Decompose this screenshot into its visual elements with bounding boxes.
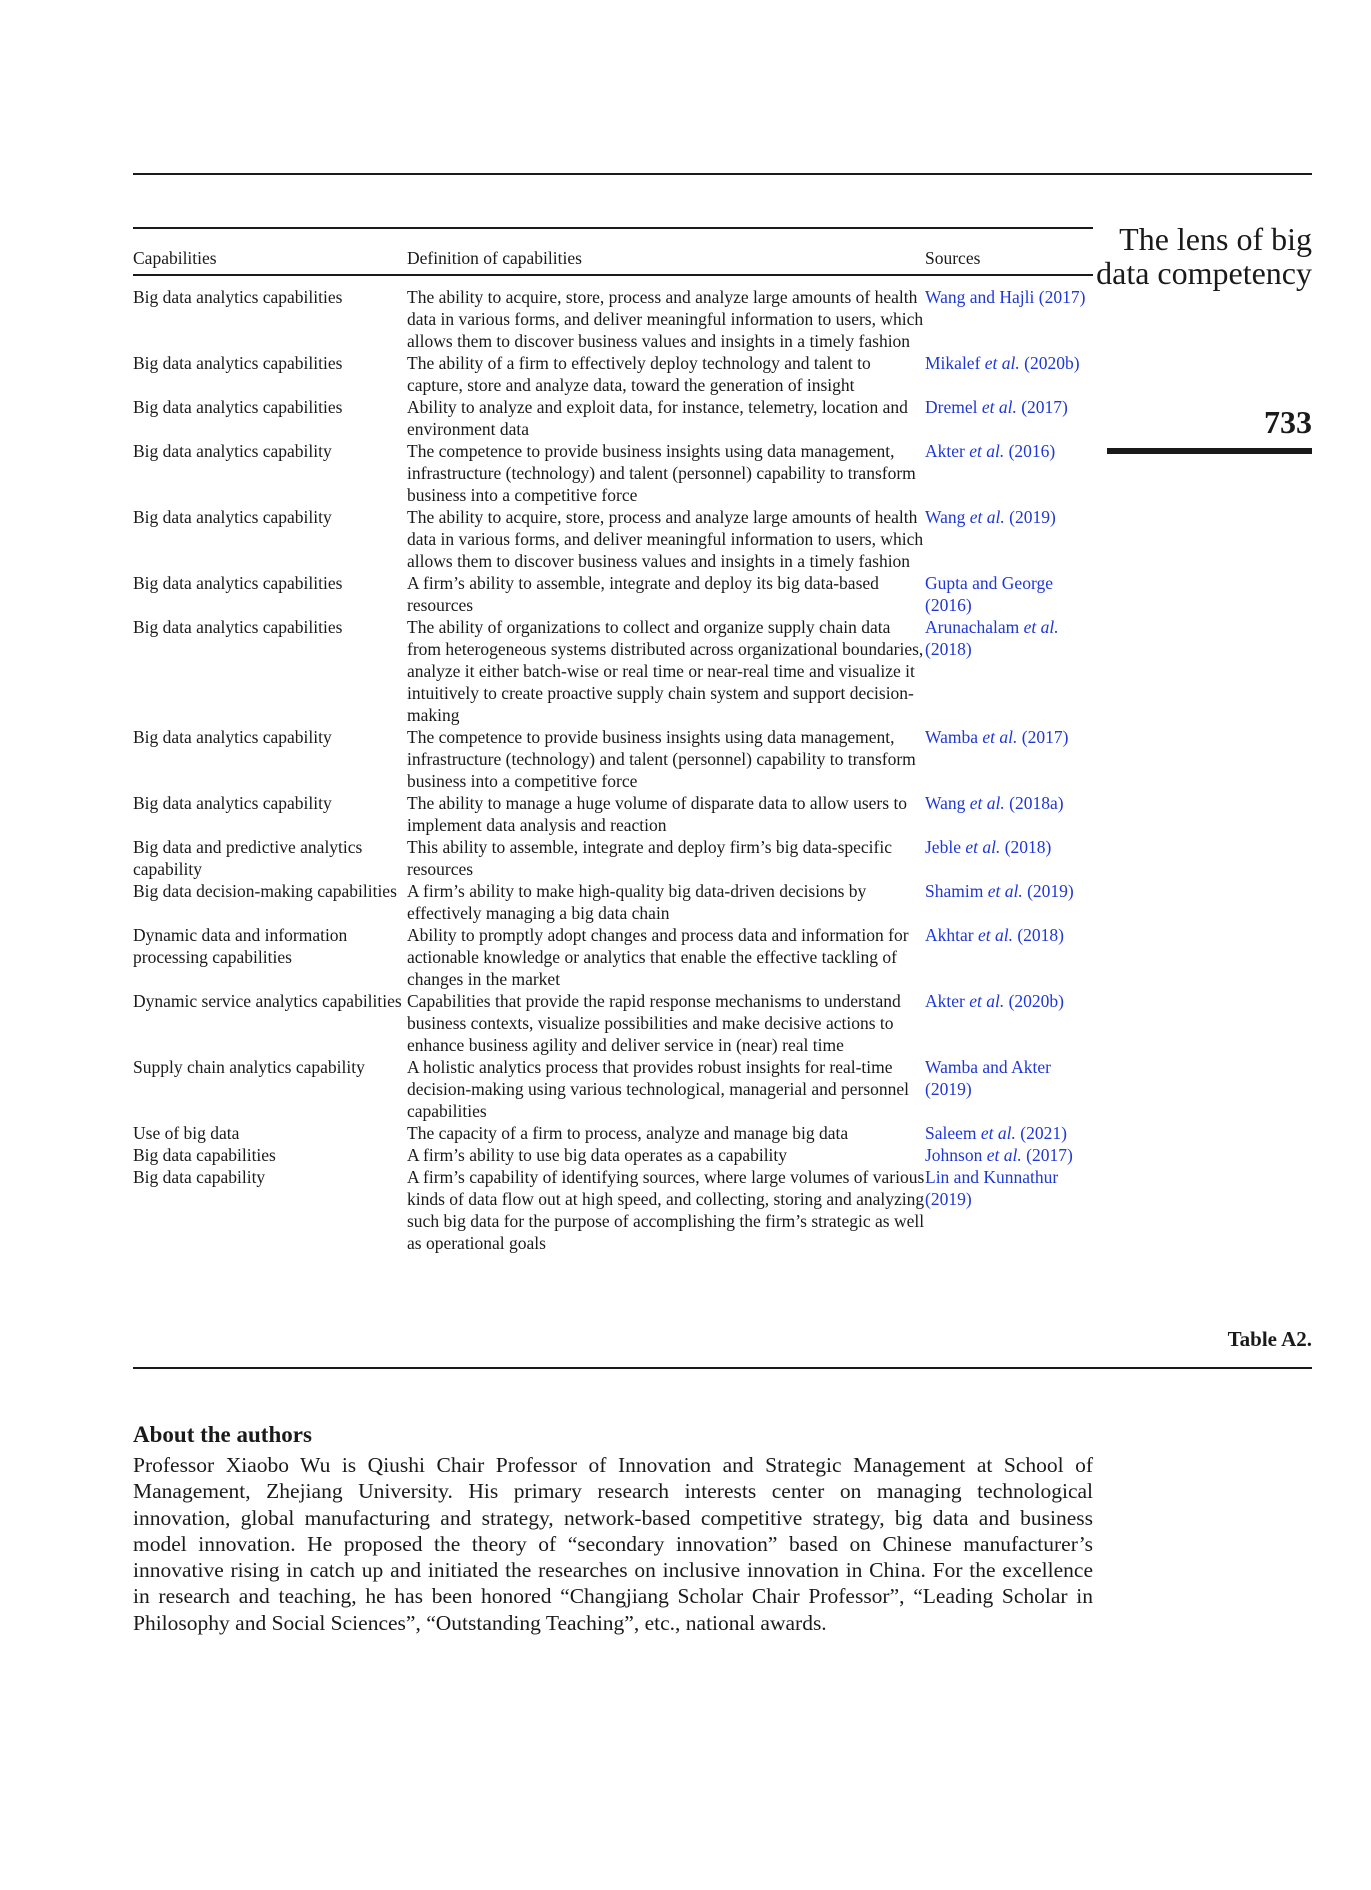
page-number-rule bbox=[1107, 448, 1312, 454]
source-link[interactable] bbox=[925, 880, 1093, 924]
table-row bbox=[133, 880, 1093, 924]
capability-cell: Big data analytics capability bbox=[133, 727, 332, 747]
source-et-al: et al. bbox=[969, 793, 1005, 813]
source-author: Wamba bbox=[925, 727, 983, 747]
source-link[interactable] bbox=[925, 1144, 1093, 1166]
table-row bbox=[133, 1056, 1093, 1122]
table-header-row bbox=[133, 229, 1093, 274]
header-sources: Sources bbox=[925, 248, 981, 268]
source-author: Saleem bbox=[925, 1123, 981, 1143]
source-link[interactable] bbox=[925, 924, 1093, 990]
capability-cell: Big data analytics capability bbox=[133, 441, 332, 461]
capability-cell: Big data analytics capabilities bbox=[133, 617, 343, 637]
about-paragraph: Professor Xiaobo Wu is Qiushi Chair Professor of Innovation and Strategic Management at School of Management, Zhejiang University. His primary research interests center on managing technological innovation, global manufacturing and strategy, network-based competitive strategy, big data and business model innovation. He proposed the theory of “secondary innovation” based on Chinese manufacturer’s innovative rising in catch up and initiated the researches on inclusive innovation in China. For the excellence in research and teaching, he has been honored “Changjiang Scholar Chair Professor”, “Leading Scholar in Philosophy and Social Sciences”, “Outstanding Teaching”, etc., national awards. bbox=[133, 1453, 1093, 1635]
source-link[interactable] bbox=[925, 572, 1093, 616]
source-year: (2017) bbox=[1016, 397, 1068, 417]
source-author: Akter bbox=[925, 991, 970, 1011]
table-header-rule bbox=[133, 274, 1093, 276]
capability-cell: Big data decision-making capabilities bbox=[133, 881, 397, 901]
definition-cell: The competence to provide business insights using data management, infrastructure (technology) and talent (personnel) capability to transform business into a competitive force bbox=[407, 727, 916, 791]
source-author: Akter bbox=[925, 441, 970, 461]
source-author: Shamim bbox=[925, 881, 988, 901]
capability-cell: Big data analytics capabilities bbox=[133, 397, 343, 417]
source-link[interactable] bbox=[925, 836, 1093, 880]
page-number: 733 bbox=[1264, 404, 1312, 440]
table-row bbox=[133, 792, 1093, 836]
source-link[interactable] bbox=[925, 1056, 1093, 1122]
source-author: Wang bbox=[925, 507, 970, 527]
source-et-al: et al. bbox=[984, 353, 1020, 373]
source-link[interactable] bbox=[925, 396, 1093, 440]
header-definition: Definition of capabilities bbox=[407, 248, 582, 268]
capability-cell: Big data analytics capabilities bbox=[133, 353, 343, 373]
source-author: Wang bbox=[925, 793, 970, 813]
definition-cell: A firm’s ability to use big data operates as a capability bbox=[407, 1145, 788, 1165]
table-row bbox=[133, 286, 1093, 352]
source-author: Dremel bbox=[925, 397, 982, 417]
source-et-al: et al. bbox=[982, 727, 1018, 747]
definition-cell: A firm’s capability of identifying sources, where large volumes of various kinds of data flow out at high speed, and collecting, storing and analyzing such big data for the purpose of accomplishing the firm’s strategic as well as operational goals bbox=[407, 1167, 925, 1253]
source-year: (2020b) bbox=[1019, 353, 1080, 373]
page-top-rule bbox=[133, 173, 1312, 175]
definition-cell: A firm’s ability to assemble, integrate and deploy its big data-based resources bbox=[407, 573, 879, 615]
capability-cell: Big data analytics capabilities bbox=[133, 573, 343, 593]
table-row bbox=[133, 1166, 1093, 1254]
source-link[interactable] bbox=[925, 440, 1093, 506]
source-link[interactable] bbox=[925, 1166, 1093, 1254]
table-label: Table A2. bbox=[1227, 1327, 1312, 1351]
source-author: Jeble bbox=[925, 837, 966, 857]
capability-cell: Big data capabilities bbox=[133, 1145, 276, 1165]
source-author: Gupta and George (2016) bbox=[925, 573, 1053, 615]
definition-cell: The capacity of a firm to process, analyze and manage big data bbox=[407, 1123, 849, 1143]
table-row bbox=[133, 924, 1093, 990]
definition-cell: This ability to assemble, integrate and deploy firm’s big data-specific resources bbox=[407, 837, 893, 879]
capability-cell: Big data analytics capability bbox=[133, 507, 332, 527]
source-link[interactable] bbox=[925, 726, 1093, 792]
source-link[interactable] bbox=[925, 990, 1093, 1056]
source-et-al: et al. bbox=[986, 1145, 1022, 1165]
table-row bbox=[133, 352, 1093, 396]
capability-cell: Big data and predictive analytics capability bbox=[133, 837, 363, 879]
table-row bbox=[133, 506, 1093, 572]
definition-cell: The competence to provide business insights using data management, infrastructure (technology) and talent (personnel) capability to transform business into a competitive force bbox=[407, 441, 916, 505]
definition-cell: The ability to acquire, store, process and analyze large amounts of health data in various forms, and deliver meaningful information to users, which allows them to discover business values and insights in a timely fashion bbox=[407, 507, 924, 571]
source-year: (2018) bbox=[1012, 925, 1065, 945]
source-year: (2017) bbox=[1017, 727, 1069, 747]
source-et-al: et al. bbox=[980, 1123, 1016, 1143]
source-year: (2016) bbox=[1004, 441, 1056, 461]
table-bottom-rule bbox=[133, 1367, 1312, 1369]
source-link[interactable] bbox=[925, 792, 1093, 836]
definition-cell: Ability to analyze and exploit data, for instance, telemetry, location and environment data bbox=[407, 397, 908, 439]
table-row bbox=[133, 836, 1093, 880]
source-year: (2018) bbox=[925, 639, 972, 659]
source-link[interactable] bbox=[925, 1122, 1093, 1144]
table-row bbox=[133, 616, 1093, 726]
source-link[interactable] bbox=[925, 286, 1093, 352]
source-et-al: et al. bbox=[1023, 617, 1059, 637]
source-author: Akhtar bbox=[925, 925, 978, 945]
table-row bbox=[133, 726, 1093, 792]
definition-cell: The ability to manage a huge volume of disparate data to allow users to implement data analysis and reaction bbox=[407, 793, 908, 835]
source-year: (2018) bbox=[1000, 837, 1052, 857]
source-author: Johnson bbox=[925, 1145, 987, 1165]
source-link[interactable] bbox=[925, 352, 1093, 396]
source-year: (2019) bbox=[1022, 881, 1074, 901]
table-row bbox=[133, 572, 1093, 616]
table-row bbox=[133, 1122, 1093, 1144]
capability-cell: Big data analytics capabilities bbox=[133, 287, 343, 307]
definition-cell: The ability to acquire, store, process and analyze large amounts of health data in various forms, and deliver meaningful information to users, which allows them to discover business values and insights in a timely fashion bbox=[407, 287, 924, 351]
table-row bbox=[133, 396, 1093, 440]
source-year: (2018a) bbox=[1004, 793, 1064, 813]
source-et-al: et al. bbox=[977, 925, 1013, 945]
definition-cell: The ability of a firm to effectively deploy technology and talent to capture, store and analyze data, toward the generation of insight bbox=[407, 353, 871, 395]
source-year: (2020b) bbox=[1004, 991, 1065, 1011]
source-et-al: et al. bbox=[969, 991, 1005, 1011]
source-link[interactable] bbox=[925, 616, 1093, 726]
table-row bbox=[133, 1144, 1093, 1166]
source-year: (2021) bbox=[1015, 1123, 1067, 1143]
capability-cell: Dynamic service analytics capabilities bbox=[133, 991, 402, 1011]
capability-cell: Dynamic data and information processing capabilities bbox=[133, 925, 348, 967]
source-year: (2017) bbox=[1021, 1145, 1073, 1165]
table-row bbox=[133, 440, 1093, 506]
capability-cell: Big data capability bbox=[133, 1167, 266, 1187]
source-author: Arunachalam bbox=[925, 617, 1024, 637]
source-year: (2019) bbox=[1004, 507, 1056, 527]
source-et-al: et al. bbox=[987, 881, 1023, 901]
source-et-al: et al. bbox=[969, 507, 1005, 527]
source-link[interactable] bbox=[925, 506, 1093, 572]
definition-cell: Ability to promptly adopt changes and process data and information for actionable knowledge or analytics that enable the effective tackling of changes in the market bbox=[407, 925, 909, 989]
about-heading: About the authors bbox=[133, 1422, 312, 1447]
table-row bbox=[133, 990, 1093, 1056]
source-et-al: et al. bbox=[969, 441, 1005, 461]
source-author: Mikalef bbox=[925, 353, 985, 373]
table-body bbox=[133, 286, 1093, 1254]
capability-cell: Use of big data bbox=[133, 1123, 240, 1143]
capability-cell: Supply chain analytics capability bbox=[133, 1057, 365, 1077]
source-et-al: et al. bbox=[981, 397, 1017, 417]
source-author: Lin and Kunnathur (2019) bbox=[925, 1167, 1059, 1209]
capability-cell: Big data analytics capability bbox=[133, 793, 332, 813]
definition-cell: A holistic analytics process that provides robust insights for real-time decision-making using various technological, managerial and personnel capabilities bbox=[407, 1057, 910, 1121]
source-author: Wang and Hajli (2017) bbox=[925, 287, 1086, 307]
definition-cell: The ability of organizations to collect and organize supply chain data from heterogeneous systems distributed across organizational boundaries, analyze it either batch-wise or real time or near-real time and visualize it intuitively to create proactive supply chain system and support decision-making bbox=[407, 617, 924, 725]
source-et-al: et al. bbox=[965, 837, 1001, 857]
definition-cell: Capabilities that provide the rapid response mechanisms to understand business contexts, visualize possibilities and make decisive actions to enhance business agility and deliver service in (near) real time bbox=[407, 991, 901, 1055]
source-author: Wamba and Akter (2019) bbox=[925, 1057, 1051, 1099]
capabilities-table bbox=[133, 227, 1093, 1254]
definition-cell: A firm’s ability to make high-quality big data-driven decisions by effectively managing a big data chain bbox=[407, 881, 867, 923]
header-capabilities: Capabilities bbox=[133, 248, 217, 268]
running-head: The lens of big data competency bbox=[1096, 221, 1312, 291]
